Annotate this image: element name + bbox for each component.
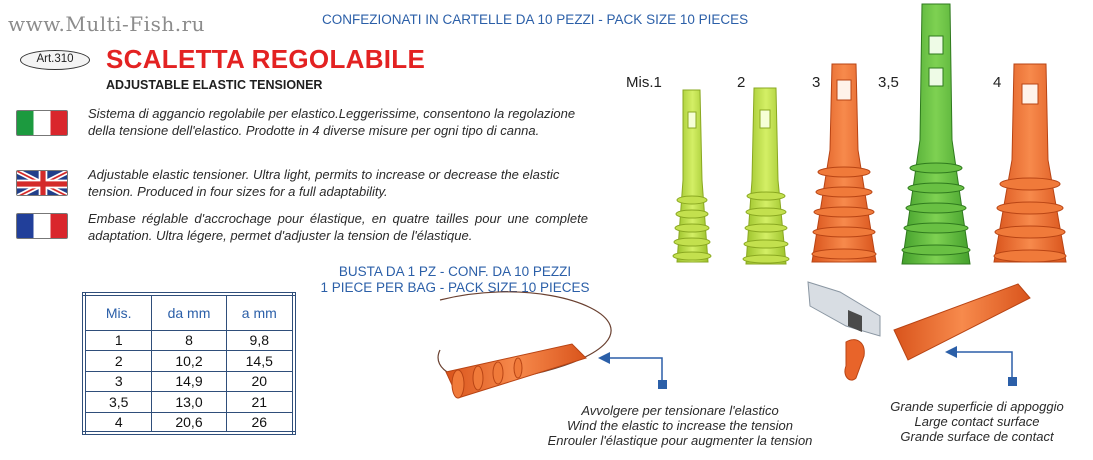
tensioner-size-1: [673, 90, 711, 262]
tensioner-size-2: [743, 88, 789, 264]
arrow-connector-left: [598, 352, 667, 389]
caption-contact-surface: [872, 399, 1082, 444]
cell-size: 3,5: [84, 392, 152, 413]
size-label-2: 2: [737, 74, 746, 91]
article-badge: Art.310: [20, 50, 90, 70]
description-english: Adjustable elastic tensioner. Ultra light, permits to increase or decrease the elastic tension. Produced in four sizes for a full adaptability.: [88, 167, 560, 199]
cell-from: 10,2: [152, 351, 226, 372]
arrow-connector-right: [945, 346, 1017, 386]
caption-left-fr: Enrouler l'élastique pour augmenter la tension: [547, 433, 813, 448]
pack-size-note: CONFEZIONATI IN CARTELLE DA 10 PEZZI - PACK SIZE 10 PIECES: [322, 12, 749, 27]
cell-from: 14,9: [152, 371, 226, 392]
tensioner-size-4: [994, 64, 1066, 262]
size-label-1: Mis.1: [626, 74, 662, 91]
caption-wind-elastic: [512, 403, 848, 448]
cell-to: 20: [226, 371, 294, 392]
tensioner-with-elastic: [438, 292, 611, 398]
tensioner-size-3: [812, 64, 876, 262]
header-size: Mis.: [84, 294, 152, 330]
cell-to: 14,5: [226, 351, 294, 372]
caption-right-it: Grande superficie di appoggio: [890, 399, 1064, 414]
caption-left-en: Wind the elastic to increase the tension: [566, 418, 794, 433]
size-label-4: 4: [993, 74, 1002, 91]
cell-from: 13,0: [152, 392, 226, 413]
watermark-url: www.Multi-Fish.ru: [8, 12, 206, 36]
size-label-3-5: 3,5: [878, 74, 899, 91]
cell-size: 1: [84, 330, 152, 351]
size-label-3: 3: [812, 74, 821, 91]
cell-size: 4: [84, 412, 152, 433]
product-title: SCALETTA REGOLABILE: [106, 44, 426, 74]
tensioner-size-3-5: [902, 4, 970, 264]
cell-to: 26: [226, 412, 294, 433]
description-french: Embase réglable d'accrochage pour élastique, en quatre tailles pour une complete adaptation. Ultra légere, permet d'adjuster la tension de l'élastique.: [88, 211, 588, 243]
caption-right-en: Large contact surface: [914, 414, 1040, 429]
cell-size: 3: [84, 371, 152, 392]
description-italian: Sistema di aggancio regolabile per elastico.Leggerissime, consentono la regolazione della tensione dell'elastico. Prodotte in 4 diverse misure per ogni tipo di canna.: [88, 106, 576, 138]
cell-to: 21: [226, 392, 294, 413]
tensioner-contact-surface: [808, 282, 1030, 380]
cell-from: 20,6: [152, 412, 226, 433]
header-from-mm: da mm: [152, 294, 226, 330]
product-subtitle: ADJUSTABLE ELASTIC TENSIONER: [106, 78, 323, 92]
header-to-mm: a mm: [226, 294, 294, 330]
cell-from: 8: [152, 330, 226, 351]
bag-note-line-2: 1 PIECE PER BAG - PACK SIZE 10 PIECES: [320, 280, 590, 295]
caption-right-fr: Grande surface de contact: [900, 429, 1054, 444]
caption-left-it: Avvolgere per tensionare l'elastico: [581, 403, 779, 418]
bag-note-line-1: BUSTA DA 1 PZ - CONF. DA 10 PEZZI: [338, 264, 572, 279]
cell-size: 2: [84, 351, 152, 372]
cell-to: 9,8: [226, 330, 294, 351]
